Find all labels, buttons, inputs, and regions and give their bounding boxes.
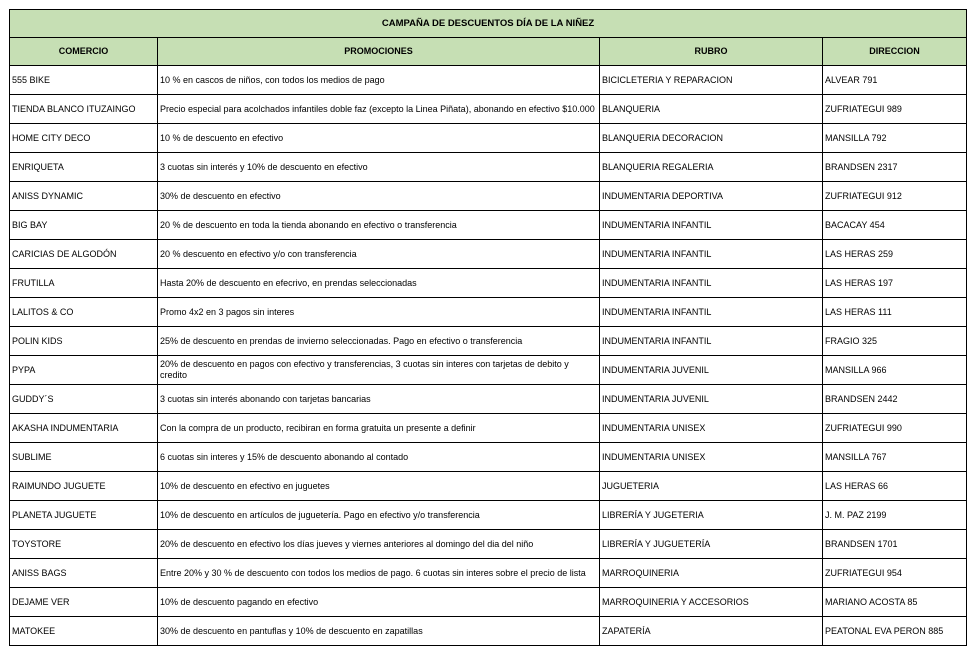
cell-promocion: Entre 20% y 30 % de descuento con todos los medios de pago. 6 cuotas sin interes sobre el precio de lista — [158, 559, 600, 588]
table-row — [10, 617, 967, 646]
cell-direccion: PEATONAL EVA PERON 885 — [823, 617, 967, 646]
table-row — [10, 298, 967, 327]
cell-comercio: LALITOS & CO — [10, 298, 158, 327]
cell-comercio: AKASHA INDUMENTARIA — [10, 414, 158, 443]
cell-rubro: INDUMENTARIA DEPORTIVA — [600, 182, 823, 211]
table-row — [10, 472, 967, 501]
column-header-comercio: COMERCIO — [10, 38, 158, 66]
table-row — [10, 95, 967, 124]
cell-rubro: INDUMENTARIA UNISEX — [600, 414, 823, 443]
header-row — [10, 38, 967, 66]
cell-direccion: BRANDSEN 1701 — [823, 530, 967, 559]
table-row — [10, 153, 967, 182]
column-header-promociones: PROMOCIONES — [158, 38, 600, 66]
cell-comercio: PYPA — [10, 356, 158, 385]
spreadsheet — [9, 9, 966, 646]
cell-promocion: 10% de descuento en efectivo en juguetes — [158, 472, 600, 501]
cell-rubro: INDUMENTARIA INFANTIL — [600, 269, 823, 298]
cell-rubro: LIBRERÍA Y JUGUETERÍA — [600, 530, 823, 559]
cell-promocion: Precio especial para acolchados infantiles doble faz (excepto la Linea Piñata), abonando en efectivo $10.000 — [158, 95, 600, 124]
cell-rubro: BLANQUERIA DECORACION — [600, 124, 823, 153]
column-header-direccion: DIRECCION — [823, 38, 967, 66]
cell-direccion: LAS HERAS 197 — [823, 269, 967, 298]
cell-promocion: 25% de descuento en prendas de invierno seleccionadas. Pago en efectivo o transferencia — [158, 327, 600, 356]
cell-comercio: TIENDA BLANCO ITUZAINGO — [10, 95, 158, 124]
cell-comercio: MATOKEE — [10, 617, 158, 646]
cell-comercio: FRUTILLA — [10, 269, 158, 298]
cell-direccion: ZUFRIATEGUI 989 — [823, 95, 967, 124]
cell-promocion: 20% de descuento en efectivo los días jueves y viernes anteriores al domingo del dia del niño — [158, 530, 600, 559]
cell-rubro: INDUMENTARIA INFANTIL — [600, 327, 823, 356]
table-row — [10, 443, 967, 472]
cell-comercio: RAIMUNDO JUGUETE — [10, 472, 158, 501]
cell-direccion: LAS HERAS 259 — [823, 240, 967, 269]
cell-comercio: PLANETA JUGUETE — [10, 501, 158, 530]
cell-rubro: INDUMENTARIA JUVENIL — [600, 385, 823, 414]
cell-direccion: ALVEAR 791 — [823, 66, 967, 95]
cell-promocion: 10 % en cascos de niños, con todos los medios de pago — [158, 66, 600, 95]
cell-rubro: INDUMENTARIA JUVENIL — [600, 356, 823, 385]
cell-promocion: 3 cuotas sin interés y 10% de descuento en efectivo — [158, 153, 600, 182]
table-row — [10, 356, 967, 385]
table-row — [10, 269, 967, 298]
cell-direccion: BRANDSEN 2317 — [823, 153, 967, 182]
cell-direccion: BACACAY 454 — [823, 211, 967, 240]
cell-promocion: 20 % de descuento en toda la tienda abonando en efectivo o transferencia — [158, 211, 600, 240]
cell-promocion: 10 % de descuento en efectivo — [158, 124, 600, 153]
cell-comercio: GUDDY´S — [10, 385, 158, 414]
cell-direccion: ZUFRIATEGUI 990 — [823, 414, 967, 443]
discount-table — [9, 9, 967, 646]
cell-rubro: LIBRERÍA Y JUGETERIA — [600, 501, 823, 530]
cell-direccion: MANSILLA 966 — [823, 356, 967, 385]
cell-promocion: Promo 4x2 en 3 pagos sin interes — [158, 298, 600, 327]
cell-rubro: BICICLETERIA Y REPARACION — [600, 66, 823, 95]
cell-comercio: CARICIAS DE ALGODÓN — [10, 240, 158, 269]
cell-rubro: BLANQUERIA — [600, 95, 823, 124]
cell-comercio: ANISS DYNAMIC — [10, 182, 158, 211]
cell-rubro: INDUMENTARIA INFANTIL — [600, 240, 823, 269]
cell-promocion: 6 cuotas sin interes y 15% de descuento abonando al contado — [158, 443, 600, 472]
cell-promocion: 20% de descuento en pagos con efectivo y transferencias, 3 cuotas sin interes con tarjetas de debito y credito — [158, 356, 600, 385]
cell-comercio: POLIN KIDS — [10, 327, 158, 356]
table-row — [10, 414, 967, 443]
cell-promocion: 10% de descuento pagando en efectivo — [158, 588, 600, 617]
column-header-rubro: RUBRO — [600, 38, 823, 66]
cell-direccion: J. M. PAZ 2199 — [823, 501, 967, 530]
table-row — [10, 530, 967, 559]
cell-comercio: TOYSTORE — [10, 530, 158, 559]
cell-rubro: JUGUETERIA — [600, 472, 823, 501]
table-row — [10, 501, 967, 530]
table-row — [10, 182, 967, 211]
cell-promocion: 20 % descuento en efectivo y/o con transferencia — [158, 240, 600, 269]
cell-promocion: 30% de descuento en pantuflas y 10% de descuento en zapatillas — [158, 617, 600, 646]
cell-comercio: SUBLIME — [10, 443, 158, 472]
cell-direccion: MANSILLA 767 — [823, 443, 967, 472]
cell-direccion: FRAGIO 325 — [823, 327, 967, 356]
table-row — [10, 211, 967, 240]
cell-promocion: 30% de descuento en efectivo — [158, 182, 600, 211]
cell-comercio: ANISS BAGS — [10, 559, 158, 588]
cell-comercio: BIG BAY — [10, 211, 158, 240]
cell-comercio: DEJAME VER — [10, 588, 158, 617]
table-row — [10, 559, 967, 588]
cell-direccion: MANSILLA 792 — [823, 124, 967, 153]
cell-direccion: BRANDSEN 2442 — [823, 385, 967, 414]
cell-rubro: INDUMENTARIA UNISEX — [600, 443, 823, 472]
table-row — [10, 385, 967, 414]
cell-direccion: LAS HERAS 111 — [823, 298, 967, 327]
table-row — [10, 66, 967, 95]
title-row — [10, 10, 967, 38]
cell-comercio: 555 BIKE — [10, 66, 158, 95]
cell-promocion: Hasta 20% de descuento en efecrivo, en prendas seleccionadas — [158, 269, 600, 298]
cell-rubro: INDUMENTARIA INFANTIL — [600, 211, 823, 240]
cell-promocion: 10% de descuento en artículos de juguetería. Pago en efectivo y/o transferencia — [158, 501, 600, 530]
cell-direccion: LAS HERAS 66 — [823, 472, 967, 501]
cell-rubro: INDUMENTARIA INFANTIL — [600, 298, 823, 327]
table-row — [10, 124, 967, 153]
cell-direccion: MARIANO ACOSTA 85 — [823, 588, 967, 617]
cell-rubro: MARROQUINERIA — [600, 559, 823, 588]
cell-promocion: 3 cuotas sin interés abonando con tarjetas bancarias — [158, 385, 600, 414]
table-row — [10, 588, 967, 617]
cell-direccion: ZUFRIATEGUI 954 — [823, 559, 967, 588]
cell-promocion: Con la compra de un producto, recibiran en forma gratuita un presente a definir — [158, 414, 600, 443]
cell-comercio: HOME CITY DECO — [10, 124, 158, 153]
cell-direccion: ZUFRIATEGUI 912 — [823, 182, 967, 211]
table-title: CAMPAÑA DE DESCUENTOS DÍA DE LA NIÑEZ — [10, 10, 967, 38]
cell-comercio: ENRIQUETA — [10, 153, 158, 182]
cell-rubro: BLANQUERIA REGALERIA — [600, 153, 823, 182]
table-row — [10, 327, 967, 356]
cell-rubro: ZAPATERÍA — [600, 617, 823, 646]
cell-rubro: MARROQUINERIA Y ACCESORIOS — [600, 588, 823, 617]
table-row — [10, 240, 967, 269]
